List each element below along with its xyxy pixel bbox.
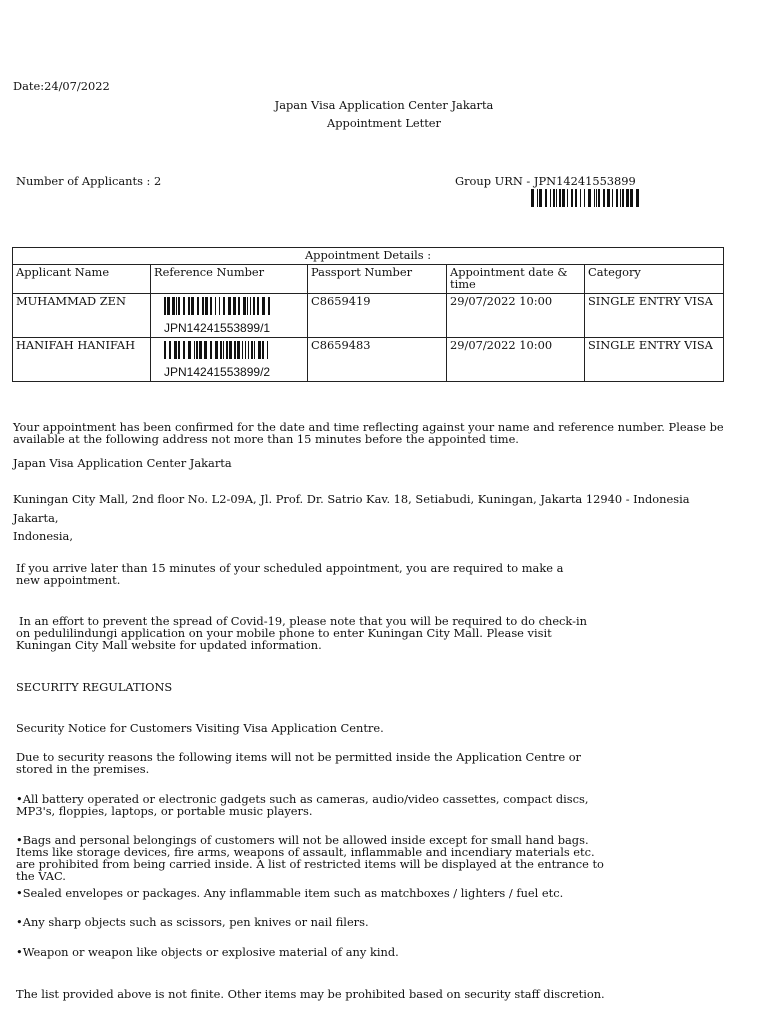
passport-number: C8659483 bbox=[308, 338, 447, 382]
header-applicant-name: Applicant Name bbox=[13, 265, 151, 294]
table-row bbox=[13, 338, 724, 382]
security-notice-title: Security Notice for Customers Visiting Visa Application Centre. bbox=[16, 721, 384, 735]
passport-number: C8659419 bbox=[308, 294, 447, 338]
table-caption: Appointment Details : bbox=[13, 248, 724, 265]
header-category: Category bbox=[585, 265, 724, 294]
appointment-datetime: 29/07/2022 10:00 bbox=[447, 294, 585, 338]
letter-date: Date:24/07/2022 bbox=[13, 79, 110, 93]
visa-category: SINGLE ENTRY VISA bbox=[585, 338, 724, 382]
late-arrival-notice: If you arrive later than 15 minutes of your scheduled appointment, you are required to make a new appointment. bbox=[16, 561, 564, 587]
header-reference-number: Reference Number bbox=[151, 265, 308, 294]
number-of-applicants: Number of Applicants : 2 bbox=[16, 174, 162, 188]
center-title: Japan Visa Application Center Jakarta bbox=[274, 98, 494, 112]
reference-number: JPN14241553899/2 bbox=[164, 365, 271, 379]
security-heading: SECURITY REGULATIONS bbox=[16, 680, 173, 694]
applicant-name: MUHAMMAD ZEN bbox=[13, 294, 151, 338]
reference-number-cell bbox=[151, 338, 308, 382]
reference-number: JPN14241553899/1 bbox=[164, 321, 271, 335]
covid-notice: In an effort to prevent the spread of Covid-19, please note that you will be required to do check-in on pedulilindungi application on your mobile phone to enter Kuningan City Mall. Please visit Kuningan City Mall website for updated information. bbox=[16, 614, 587, 652]
security-bullet-item: •Weapon or weapon like objects or explosive material of any kind. bbox=[16, 945, 399, 959]
security-bullet-item: •Any sharp objects such as scissors, pen knives or nail filers. bbox=[16, 915, 369, 929]
table-header-row bbox=[13, 265, 724, 294]
reference-number-cell bbox=[151, 294, 308, 338]
reference-barcode bbox=[164, 297, 270, 315]
appointment-datetime: 29/07/2022 10:00 bbox=[447, 338, 585, 382]
applicant-name: HANIFAH HANIFAH bbox=[13, 338, 151, 382]
group-urn-barcode bbox=[531, 189, 641, 207]
table-row bbox=[13, 294, 724, 338]
group-urn: Group URN - JPN14241553899 bbox=[455, 174, 636, 188]
security-bullet-item: •All battery operated or electronic gadgets such as cameras, audio/video cassettes, compact discs, MP3's, floppies, laptops, or portable music players. bbox=[16, 792, 589, 818]
closing-note: The list provided above is not finite. Other items may be prohibited based on security staff discretion. bbox=[16, 987, 605, 1001]
appointment-table bbox=[12, 247, 724, 382]
security-intro: Due to security reasons the following items will not be permitted inside the Application Centre or stored in the premises. bbox=[16, 750, 582, 776]
header-appointment-datetime: Appointment date & time bbox=[447, 265, 585, 294]
address-line: Kuningan City Mall, 2nd floor No. L2-09A, Jl. Prof. Dr. Satrio Kav. 18, Setiabudi, Kuningan, Jakarta 12940 - Indonesia bbox=[13, 492, 690, 506]
address-center-name: Japan Visa Application Center Jakarta bbox=[13, 456, 232, 470]
reference-barcode bbox=[164, 341, 270, 359]
visa-category: SINGLE ENTRY VISA bbox=[585, 294, 724, 338]
letter-title: Appointment Letter bbox=[327, 116, 441, 130]
address-country: Indonesia, bbox=[13, 529, 73, 543]
security-bullet-item: •Sealed envelopes or packages. Any inflammable item such as matchboxes / lighters / fuel etc. bbox=[16, 886, 564, 900]
security-bullet-item: •Bags and personal belongings of customers will not be allowed inside except for small hand bags. Items like storage devices, fire arms, weapons of assault, inflammable and incendiary materials etc. are prohibited from being carried inside. A list of restricted items will be displayed at the entrance to the VAC. bbox=[16, 833, 604, 883]
header-passport-number: Passport Number bbox=[308, 265, 447, 294]
address-city: Jakarta, bbox=[13, 511, 59, 525]
confirmation-text: Your appointment has been confirmed for the date and time reflecting against your name and reference number. Please be available at the following address not more than 15 minutes before the appointed time. bbox=[13, 420, 724, 446]
